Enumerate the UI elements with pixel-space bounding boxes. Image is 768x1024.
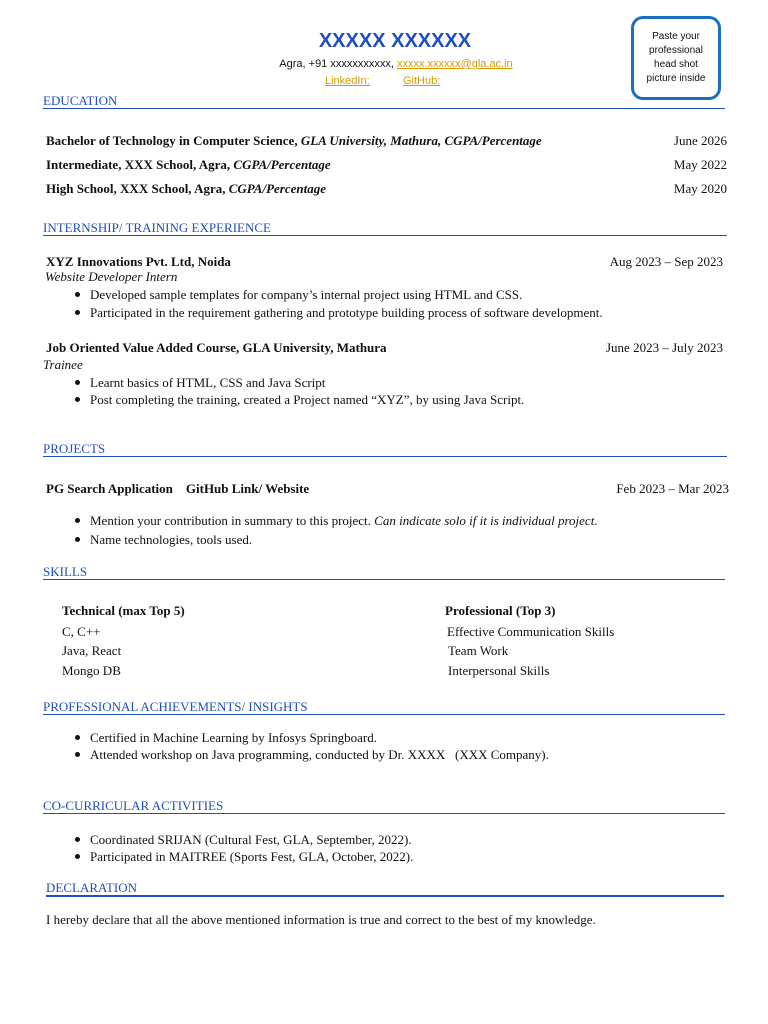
skill-item: C, C++ <box>62 624 101 639</box>
internship-role: Website Developer Intern <box>45 269 178 284</box>
section-education-heading: EDUCATION <box>43 93 725 109</box>
education-date: June 2026 <box>673 133 727 148</box>
section-achievements-heading: PROFESSIONAL ACHIEVEMENTS/ INSIGHTS <box>43 699 725 715</box>
skills-technical-title: Technical (max Top 5) <box>62 603 185 618</box>
list-item-italic-text: Can indicate solo if it is individual project <box>374 513 595 528</box>
skill-item: Mongo DB <box>62 663 121 678</box>
education-institution: CGPA/Percentage <box>233 157 331 172</box>
internship-org: XYZ Innovations Pvt. Ltd, Noida <box>46 254 231 269</box>
email-link[interactable]: xxxxx.xxxxxx@gla.ac.in <box>396 58 513 70</box>
skill-item: Java, React <box>62 643 122 658</box>
list-item-text: Name technologies, tools used. <box>90 532 253 547</box>
education-institution: GLA University, Mathura, CGPA/Percentage <box>300 133 542 148</box>
internship-role: Trainee <box>43 357 83 372</box>
bullet-icon <box>75 837 80 842</box>
education-degree: High School, XXX School, Agra, <box>46 181 226 196</box>
github-link[interactable]: GitHub: <box>403 75 441 87</box>
contact-prefix: Agra, +91 xxxxxxxxxxx, <box>279 58 394 70</box>
project-date: Feb 2023 – Mar 2023 <box>616 481 729 496</box>
education-row <box>46 157 331 173</box>
photo-placeholder <box>631 16 721 100</box>
bullet-icon <box>75 518 80 523</box>
internship-org: Job Oriented Value Added Course, GLA University, Mathura <box>46 340 387 355</box>
section-internship-heading: INTERNSHIP/ TRAINING EXPERIENCE <box>43 220 727 236</box>
section-declaration-heading: DECLARATION <box>46 880 724 897</box>
list-item-text: Attended workshop on Java programming, conducted by Dr. XXXX (XXX Company). <box>90 747 549 762</box>
education-degree: Bachelor of Technology in Computer Science, <box>46 133 298 148</box>
list-item <box>90 375 325 391</box>
list-item-text: Coordinated SRIJAN (Cultural Fest, GLA, September, 2022). <box>90 832 412 847</box>
bullet-icon <box>75 752 80 757</box>
linkedin-link[interactable]: LinkedIn: <box>325 75 370 87</box>
list-item: Mention your contribution in summary to this project. Can indicate solo if it is individual project. <box>90 513 598 529</box>
declaration-text: I hereby declare that all the above mentioned information is true and correct to the best of my knowledge. <box>46 912 596 927</box>
list-item <box>90 305 603 321</box>
section-projects-heading: PROJECTS <box>43 441 727 457</box>
internship-date: June 2023 – July 2023 <box>606 340 723 355</box>
list-item-text: Developed sample templates for company’s internal project using HTML and CSS. <box>90 287 523 302</box>
skill-item: Interpersonal Skills <box>448 663 550 678</box>
list-item <box>90 392 524 408</box>
list-item <box>90 849 413 865</box>
list-item-text: Participated in MAITREE (Sports Fest, GLA, October, 2022). <box>90 849 414 864</box>
bullet-icon <box>75 537 80 542</box>
list-item <box>90 730 377 746</box>
section-skills-heading: SKILLS <box>43 564 725 580</box>
bullet-icon <box>75 854 80 859</box>
education-institution: CGPA/Percentage <box>228 181 326 196</box>
list-item-text: Certified in Machine Learning by Infosys Springboard. <box>90 730 378 745</box>
project-link[interactable]: GitHub Link/ Website <box>185 481 310 496</box>
list-item <box>90 287 522 303</box>
list-item <box>90 747 549 763</box>
bullet-icon <box>75 292 80 297</box>
section-cocurricular-heading: CO-CURRICULAR ACTIVITIES <box>43 798 725 814</box>
bullet-icon <box>75 310 80 315</box>
photo-placeholder-text: Paste your professional head shot picture inside <box>646 31 706 84</box>
education-degree: Intermediate, XXX School, Agra, <box>46 157 231 172</box>
bullet-icon <box>75 735 80 740</box>
education-row <box>46 133 542 149</box>
list-item <box>90 832 412 848</box>
candidate-name: XXXXX XXXXXX <box>318 30 472 52</box>
project-title <box>46 481 309 497</box>
skills-professional-title: Professional (Top 3) <box>445 603 556 618</box>
internship-date: Aug 2023 – Sep 2023 <box>609 254 723 269</box>
education-row <box>46 181 326 197</box>
list-item-text: Post completing the training, created a Project named “XYZ”, by using Java Script. <box>90 392 525 407</box>
skill-item: Effective Communication Skills <box>447 624 615 639</box>
education-date: May 2022 <box>673 157 727 172</box>
bullet-icon <box>75 397 80 402</box>
list-item <box>90 532 252 548</box>
list-item-text: Participated in the requirement gathering and prototype building process of software development. <box>90 305 603 320</box>
list-item-text: Mention your contribution in summary to this project. <box>90 513 371 528</box>
project-name: PG Search Application <box>46 481 173 496</box>
skill-item: Team Work <box>448 643 509 658</box>
list-item-text: Learnt basics of HTML, CSS and Java Script <box>90 375 326 390</box>
education-date: May 2020 <box>673 181 727 196</box>
bullet-icon <box>75 380 80 385</box>
